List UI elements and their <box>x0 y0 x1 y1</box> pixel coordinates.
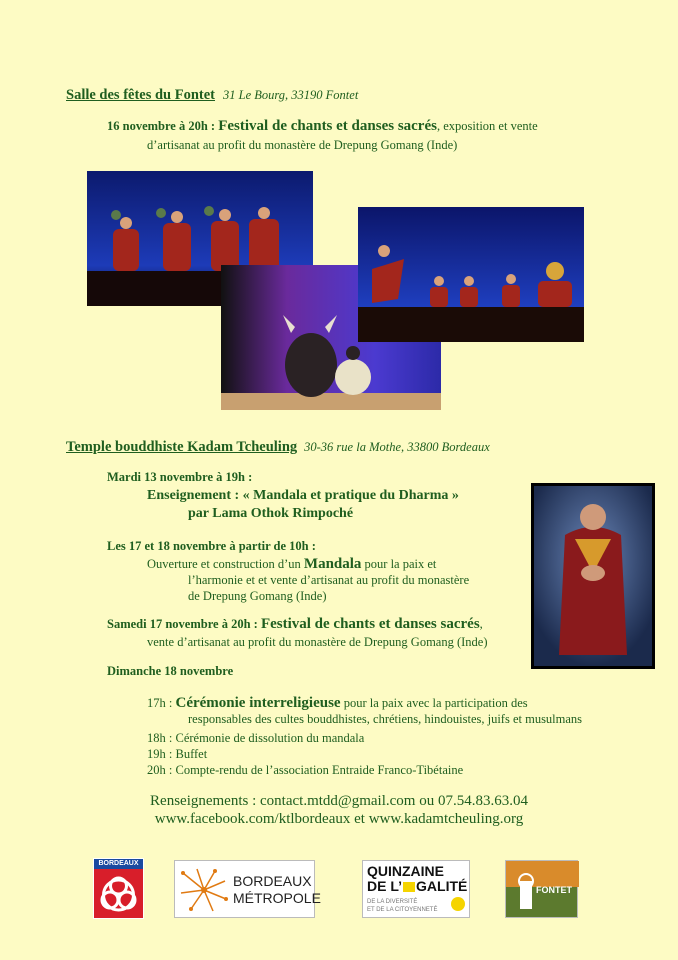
fontet-rest: , exposition et vente <box>436 119 538 133</box>
quinzaine-line1: QUINZAINE <box>367 863 444 879</box>
schedule-row <box>147 730 364 746</box>
fontet-logo <box>505 860 578 918</box>
event1-title: Enseignement : « Mandala et pratique du Dharma » <box>147 488 459 503</box>
event2-date: Les 17 et 18 novembre à partir de 10h : <box>107 539 316 553</box>
event1-by: par Lama Othok Rimpoché <box>188 506 354 521</box>
event2-mandala: Mandala <box>303 556 362 572</box>
schedule-text: Compte-rendu de l’association Entraide Franco-Tibétaine <box>175 763 464 777</box>
schedule-row <box>188 711 582 727</box>
contact-line1: Renseignements : contact.mtdd@gmail.com ou 07.54.83.63.04 <box>150 793 528 809</box>
schedule-text: Cérémonie de dissolution du mandala <box>175 731 365 745</box>
quinzaine-title <box>367 864 467 894</box>
schedule-time: 20h : <box>147 763 173 777</box>
schedule-highlight: Cérémonie interreligieuse <box>175 695 341 711</box>
fontet-event-line2: d’artisanat au profit du monastère de Drepung Gomang (Inde) <box>147 138 458 152</box>
event2-pre: Ouverture et construction d’un <box>147 557 304 571</box>
quinzaine-line2b: GALITÉ <box>416 878 468 894</box>
schedule-row <box>147 746 207 762</box>
quinzaine-badge-icon <box>451 897 465 911</box>
temple-heading <box>66 438 490 456</box>
photo-stage-dance <box>358 207 584 342</box>
metropole-line2: MÉTROPOLE <box>233 890 321 906</box>
quinzaine-e-mark <box>403 882 415 892</box>
metropole-line1: BORDEAUX <box>233 873 312 889</box>
fontet-logo-text: FONTET <box>536 885 572 895</box>
metropole-text <box>233 873 321 907</box>
fontet-venue: Salle des fêtes du Fontet <box>66 87 216 103</box>
quinzaine-sub1: DE LA DIVERSITÉ <box>367 899 418 905</box>
schedule-time: 18h : <box>147 731 173 745</box>
bordeaux-metropole-logo <box>174 860 321 918</box>
quinzaine-sub2: ET DE LA CITOYENNETÉ <box>367 907 438 913</box>
quinzaine-sub <box>367 898 437 914</box>
quinzaine-line2 <box>367 879 467 894</box>
fontet-event-line1 <box>107 118 538 135</box>
quinzaine-egalite-logo <box>362 860 470 918</box>
fontet-heading <box>66 86 358 104</box>
event1-date: Mardi 13 novembre à 19h : <box>107 470 253 484</box>
bordeaux-label: BORDEAUX <box>94 859 143 869</box>
temple-venue: Temple bouddhiste Kadam Tcheuling <box>66 439 298 455</box>
bordeaux-emblem-icon <box>94 869 143 918</box>
event4-date: Dimanche 18 novembre <box>107 664 234 678</box>
event2-post: pour la paix et <box>361 557 437 571</box>
schedule-row <box>147 762 463 778</box>
contact-line2: www.facebook.com/ktlbordeaux et www.kadamtcheuling.org <box>154 811 524 827</box>
fontet-address: 31 Le Bourg, 33190 Fontet <box>223 88 359 102</box>
schedule-time: 19h : <box>147 747 173 761</box>
fontet-date: 16 novembre à 20h : <box>107 119 216 133</box>
temple-address: 30-36 rue la Mothe, 33800 Bordeaux <box>304 440 490 454</box>
event2-line1 <box>147 556 436 572</box>
event3-post: , <box>479 617 483 631</box>
schedule-text: Buffet <box>175 747 208 761</box>
bordeaux-logo <box>93 858 144 919</box>
event2-line3: de Drepung Gomang (Inde) <box>188 589 327 603</box>
schedule-row <box>147 695 528 711</box>
event3-line2: vente d’artisanat au profit du monastère de Drepung Gomang (Inde) <box>147 635 488 649</box>
event3-festival: Festival de chants et danses sacrés <box>260 616 480 632</box>
metropole-starburst-icon <box>179 867 229 913</box>
fontet-festival: Festival de chants et danses sacrés <box>218 118 437 134</box>
event3-date: Samedi 17 novembre à 20h : <box>107 617 258 631</box>
quinzaine-line2a: DE L’ <box>367 878 403 894</box>
schedule-text: responsables des cultes bouddhistes, chrétiens, hindouistes, juifs et musulmans <box>188 712 583 726</box>
event3-line1 <box>107 616 483 633</box>
schedule-text: pour la paix avec la participation des <box>340 696 528 710</box>
photo-lama <box>531 483 655 669</box>
schedule-time: 17h : <box>147 696 173 710</box>
event2-line2: l’harmonie et et vente d’artisanat au profit du monastère <box>188 573 470 587</box>
